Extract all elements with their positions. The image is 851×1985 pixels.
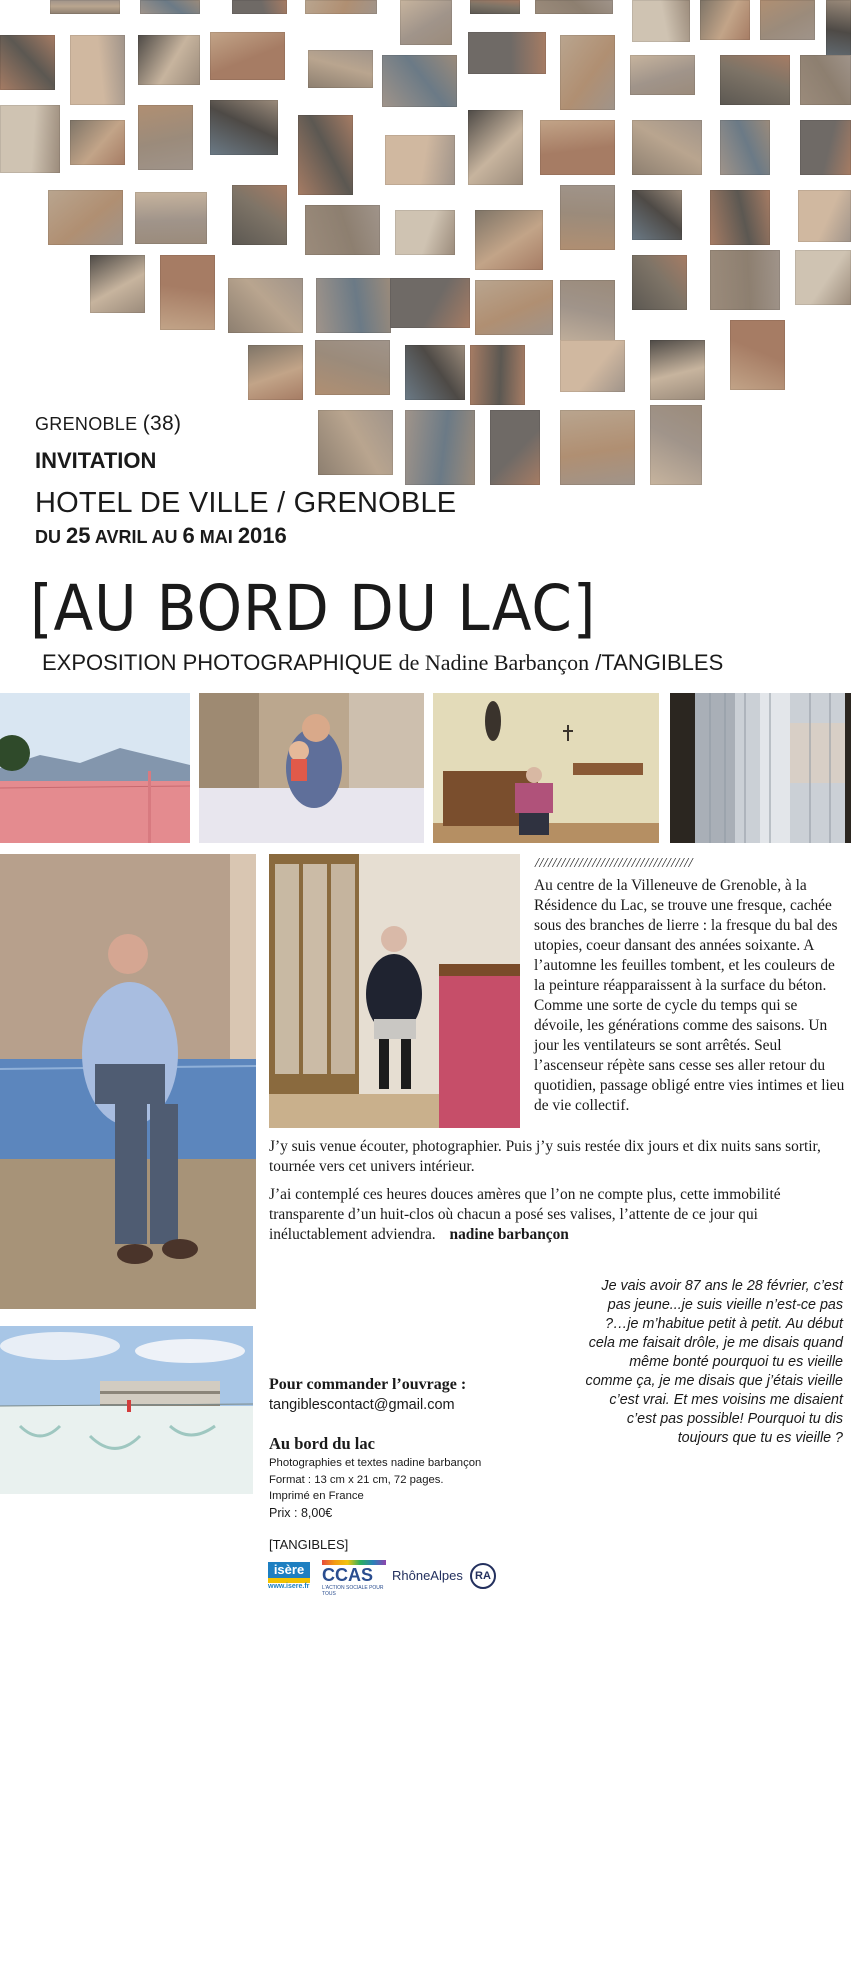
- collage-photo: [90, 255, 145, 313]
- collage-photo: [560, 340, 625, 392]
- collage-photo: [305, 205, 380, 255]
- book-details: [269, 1455, 481, 1521]
- collage-photo: [720, 120, 770, 175]
- book-format: Format : 13 cm x 21 cm, 72 pages.: [269, 1473, 444, 1486]
- venue-title: HOTEL DE VILLE / GRENOBLE: [35, 487, 457, 519]
- third-paragraph-text: J’ai contemplé ces heures douces amères que l’on ne compte plus, cette immobilité transparente d’un huit-clos où chacun a posé ses valises, l’attente de ce jour qui inéluctablement adviendra.: [269, 1186, 781, 1243]
- city-name: GRENOBLE: [35, 414, 138, 434]
- collage-photo: [630, 55, 695, 95]
- collage-photo: [800, 55, 851, 105]
- date-month-end: MAI: [199, 527, 233, 547]
- date-start: 25: [66, 523, 91, 548]
- collage-photo: [405, 345, 465, 400]
- photo-woman-doll: [199, 693, 424, 843]
- collage-photo: [700, 0, 750, 40]
- invitation-label: INVITATION: [35, 448, 157, 473]
- collage-photo: [800, 120, 851, 175]
- collage-photo: [475, 210, 543, 270]
- subtitle-type: EXPOSITION PHOTOGRAPHIQUE: [42, 650, 393, 675]
- collage-photo: [70, 35, 125, 105]
- collage-photo: [308, 50, 373, 88]
- rhone-alpes-logo: RhôneAlpes: [392, 1568, 463, 1583]
- collage-photo: [160, 255, 215, 330]
- second-paragraph: J’y suis venue écouter, photographier. Puis j’y suis restée dix jours et dix nuits sans sortir, tournée vers cet univers intérieur.: [269, 1138, 821, 1175]
- collage-photo: [632, 0, 690, 42]
- collage-photo: [382, 55, 457, 107]
- collage-photo: [468, 32, 546, 74]
- collage-photo: [400, 0, 452, 45]
- collage-photo: [210, 32, 285, 80]
- resident-quote: Je vais avoir 87 ans le 28 février, c’est pas jeune...je suis vieille n’est-ce pas ?…je m’habitue petit à petit. Au début cela me faisait drôle, je me disais quand même bonté pourquoi tu es vieille comme ça, je me disais que j’étais vieille c’est vrai. Et mes voisins me disaient c’est pas possible! Pourquoi tu dis toujours que tu es vieille ?: [585, 1278, 843, 1446]
- book-credits: Photographies et textes nadine barbançon: [269, 1457, 482, 1469]
- collage-photo: [490, 410, 540, 485]
- collage-photo: [298, 115, 353, 195]
- isere-logo-text: isère: [268, 1562, 310, 1578]
- ccas-logo-text: CCAS: [322, 1565, 374, 1585]
- photo-old-man-bed: [0, 854, 256, 1309]
- book-price: Prix : 8,00€: [269, 1505, 333, 1520]
- decorative-slashes: ////////////////////////////////////: [535, 856, 694, 871]
- ccas-logo: [322, 1560, 386, 1597]
- collage-photo: [720, 55, 790, 105]
- collage-photo: [468, 110, 523, 185]
- subtitle-author: de Nadine Barbançon: [398, 650, 590, 675]
- date-year: 2016: [237, 523, 287, 548]
- collage-photo: [316, 278, 391, 333]
- department-number: (38): [142, 412, 182, 435]
- city-line: [35, 412, 181, 436]
- collage-photo: [385, 135, 455, 185]
- collage-photo: [560, 35, 615, 110]
- collage-photo: [540, 120, 615, 175]
- book-title: Au bord du lac: [269, 1434, 375, 1453]
- collage-photo: [138, 35, 200, 85]
- collage-photo: [405, 410, 475, 485]
- photo-window-curtains: [670, 693, 851, 843]
- book-printed: Imprimé en France: [269, 1490, 364, 1502]
- collage-photo: [140, 0, 200, 14]
- collage-photo: [470, 345, 525, 405]
- collage-photo: [315, 340, 390, 395]
- collage-photo: [228, 278, 303, 333]
- collage-photo: [535, 0, 613, 14]
- collage-photo: [48, 190, 123, 245]
- collage-photo: [560, 185, 615, 250]
- third-paragraph: [269, 1185, 829, 1245]
- collage-photo: [50, 0, 120, 14]
- collage-photo: [248, 345, 303, 400]
- collage-photo: [560, 410, 635, 485]
- collage-photo: [232, 185, 287, 245]
- collage-photo: [632, 255, 687, 310]
- partner-logos: [268, 1560, 508, 1596]
- order-heading: Pour commander l’ouvrage :: [269, 1376, 467, 1393]
- collage-photo: [730, 320, 785, 390]
- collage-photo: [650, 340, 705, 400]
- collage-photo: [798, 190, 851, 242]
- date-end: 6: [182, 523, 195, 548]
- date-month-start: AVRIL AU: [94, 527, 178, 547]
- isere-logo-url: www.isere.fr: [268, 1583, 310, 1590]
- photo-buildings-sheet: [0, 1326, 253, 1494]
- collage-photo: [0, 35, 55, 90]
- collage-photo: [70, 120, 125, 165]
- collage-photo: [138, 105, 193, 170]
- collage-photo: [395, 210, 455, 255]
- collage-photo: [232, 0, 287, 14]
- collage-photo: [760, 0, 815, 40]
- collage-photo: [210, 100, 278, 155]
- photo-lake-sheet: [0, 693, 190, 843]
- collage-photo: [318, 410, 393, 475]
- collage-photo: [470, 0, 520, 14]
- collage-photo: [710, 250, 780, 310]
- collage-photo: [135, 192, 207, 244]
- collage-photo: [710, 190, 770, 245]
- exhibition-title: [AU BORD DU LAC]: [30, 572, 597, 645]
- exhibition-subtitle: [42, 650, 723, 676]
- author-signature: nadine barbançon: [449, 1226, 569, 1243]
- date-du: DU: [35, 527, 61, 547]
- collage-photo: [305, 0, 377, 14]
- round-emblem-logo: RA: [470, 1563, 496, 1589]
- order-email-link[interactable]: tangiblescontact@gmail.com: [269, 1397, 455, 1413]
- publisher-label: [TANGIBLES]: [269, 1537, 349, 1552]
- collage-photo: [650, 405, 702, 485]
- collage-photo: [390, 278, 470, 328]
- photo-woman-desk: [433, 693, 659, 843]
- intro-paragraph: Au centre de la Villeneuve de Grenoble, à la Résidence du Lac, se trouve une fresque, cachée sous des branches de lierre : la fresque du bal des utopies, coeur dansant des années soixante. A l’automne les feuilles tombent, et les couleurs de la peinture réapparaissent à la surface du béton. Comme une sorte de cycle du temps qui se dévoile, les générations comme des saisons. Un jour les ventilateurs se sont arrêtés. Seul l’ascenseur répète sans cesse ses aller retour du quotidien, passage obligé entre vies intimes et lieu de vie collectif.: [534, 877, 845, 1114]
- subtitle-publisher: /TANGIBLES: [595, 650, 724, 675]
- collage-photo: [795, 250, 851, 305]
- ccas-logo-tagline: L'ACTION SOCIALE POUR TOUS: [322, 1585, 384, 1597]
- collage-photo: [632, 190, 682, 240]
- exhibition-dates: [35, 523, 287, 549]
- collage-photo: [0, 105, 60, 173]
- collage-photo: [475, 280, 553, 335]
- photo-woman-mirror: [269, 854, 520, 1128]
- isere-logo: [268, 1562, 310, 1592]
- collage-photo: [632, 120, 702, 175]
